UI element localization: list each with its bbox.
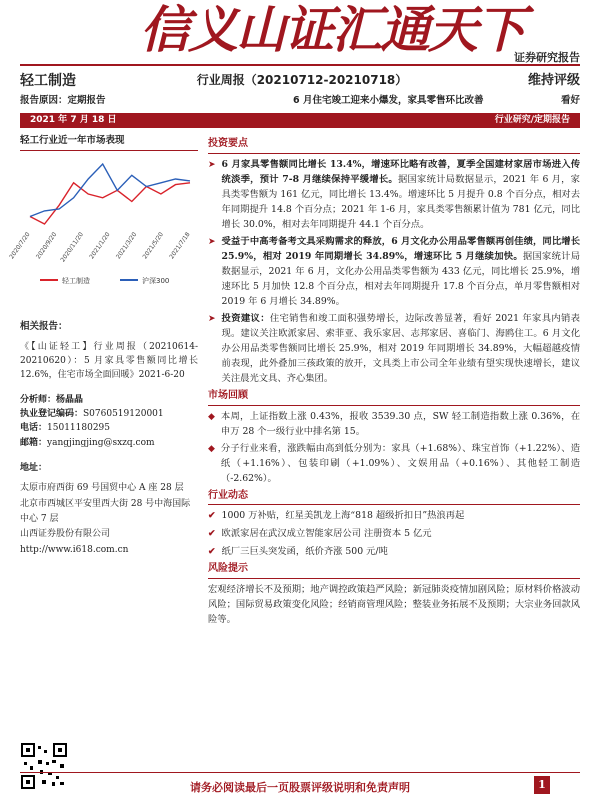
page-number: 1 — [534, 776, 550, 794]
x-tick-label: 2021/7/18 — [168, 230, 192, 261]
market-item — [208, 441, 580, 486]
section-investment-highlights: 投资要点 — [208, 137, 580, 154]
performance-chart-svg — [8, 154, 198, 294]
check-icon: ✔ — [208, 546, 216, 557]
header-subrow — [20, 94, 580, 108]
highlight-item — [208, 234, 580, 309]
legend-label: 轻工制造 — [62, 276, 90, 285]
diamond-bullet-icon: ◆ — [208, 443, 215, 454]
right-column — [208, 134, 580, 627]
diamond-bullet-icon: ◆ — [208, 411, 215, 422]
highlight-bold: 受益于中高考备考文具采购需求的释放，6 月文化办公用品零售额再创佳绩，同比增长 25.9%，相对 2019 年同期增长 34.89%，增速环比 5 月继续加快。 — [221, 235, 580, 262]
arrow-bullet-icon: ➤ — [208, 313, 216, 324]
x-tick-label: 2020/11/20 — [59, 230, 85, 264]
highlight-item — [208, 311, 580, 386]
arrow-bullet-icon: ➤ — [208, 159, 216, 170]
company-name: 山西证券股份有限公司 — [20, 529, 111, 540]
news-item — [208, 508, 580, 524]
check-icon: ✔ — [208, 511, 216, 522]
header-divider — [20, 64, 580, 66]
report-reason: 报告原因：定期报告 — [20, 95, 106, 106]
related-reports-title: 相关报告： — [20, 320, 68, 332]
x-tick-label: 2021/1/20 — [88, 230, 112, 261]
brand-logo: 信义山证汇通天下 — [140, 0, 524, 59]
date-bar — [20, 113, 580, 128]
license-label: 执业登记编码： — [20, 409, 84, 420]
industry-name: 轻工制造 — [20, 72, 76, 89]
arrow-bullet-icon: ➤ — [208, 236, 216, 247]
performance-chart — [8, 154, 198, 294]
phone-label: 电话： — [20, 423, 48, 434]
brand-subtitle: 证券研究报告 — [514, 51, 580, 64]
footer-divider — [20, 772, 580, 773]
highlight-item — [208, 157, 580, 232]
chart-title: 轻工行业近一年市场表现 — [20, 134, 198, 151]
report-headline: 6 月住宅竣工迎来小爆发，家具零售环比改善 — [293, 95, 484, 106]
address-title: 地址： — [20, 463, 48, 474]
address-taiyuan: 太原市府西街 69 号国贸中心 A 座 28 层 — [20, 483, 184, 494]
license-line — [20, 407, 198, 421]
email-label: 邮箱： — [20, 437, 48, 448]
phone-number: 15011180295 — [47, 423, 111, 434]
phone-line — [20, 421, 198, 435]
market-item — [208, 409, 580, 439]
address-beijing: 北京市西城区平安里西大街 28 号中海国际中心 7 层 — [20, 498, 191, 524]
analyst-line — [20, 393, 198, 407]
market-text: 本周，上证指数上涨 0.43%，报收 3539.30 点，SW 轻工制造指数上涨 0.36%，在申万 28 个一级行业中排名第 15。 — [220, 410, 580, 437]
left-column — [8, 134, 198, 558]
analyst-name: 杨晶晶 — [56, 394, 84, 405]
news-text: 欧派家居在武汉成立智能家居公司 注册资本 5 亿元 — [221, 528, 432, 540]
related-report-item[interactable]: 《【山证轻工】行业周报（20210614-20210620）：5 月家具零售额同比增长 12.6%，住宅市场全面回暖》2021-6-20 — [20, 341, 198, 381]
section-industry-news: 行业动态 — [208, 489, 580, 506]
x-tick-label: 2020/9/20 — [34, 230, 59, 261]
report-date: 2021 年 7 月 18 日 — [30, 114, 117, 125]
disclaimer-notice[interactable]: 请务必阅读最后一页股票评级说明和免责声明 — [190, 781, 410, 794]
news-item — [208, 526, 580, 542]
highlight-bold: 6 月家具零售额同比增长 13.4%，增速环比略有改善，夏季全国建材家居市场进入传统淡季，预计 7-8 月继续保持平缓增长。 — [221, 158, 580, 185]
email-address[interactable]: yangjingjing@sxzq.com — [47, 437, 155, 448]
highlight-text: 据国家统计局数据显示，2021 年 6 月，家具类零售额为 161 亿元，同比增长 13.4%。增速环比 5 月提升 0.8 个百分点，相对去年同期提升 14.8 个百分点；2021 年 1-6 月，家具类零售额累计值为 781 亿元，同比增长 30.0%，相对去年同期提升 44.1 个百分点。 — [221, 173, 580, 230]
market-text: 分子行业来看，涨跌幅由高到低分别为：家具（+1.68%）、珠宝首饰（+1.22%）、造纸（+1.16%）、包装印刷（+1.09%）、文娱用品（+0.16%）、其他轻工制造（-2.62%）。 — [220, 442, 580, 484]
x-tick-label: 2020/7/20 — [8, 230, 32, 261]
x-tick-label: 2021/3/20 — [114, 230, 139, 261]
news-text: 纸厂三巨头突发函，纸价齐涨 500 元/吨 — [221, 545, 388, 557]
highlight-text: 据国家统计局数据显示，2021 年 6 月，文化办公用品类零售额为 433 亿元，同比增长 25.9%，增速环比 5 月加快 12.8 个百分点，相对去年同期提升 17.8 个百分点，单月零售额相对 2019 年 6 月增长 34.89%。 — [221, 250, 580, 307]
risk-text: 宏观经济增长不及预期；地产调控政策趋严风险；新冠肺炎疫情加剧风险；原材料价格波动风险；国际贸易政策变化风险；经销商管理风险；整装业务拓展不及预期；大宗业务回款风险等。 — [208, 583, 580, 625]
company-website[interactable]: http://www.i618.com.cn — [20, 544, 129, 555]
license-number: S0760519120001 — [83, 409, 164, 420]
analyst-label: 分析师： — [20, 394, 57, 405]
x-tick-label: 2021/5/20 — [141, 230, 165, 261]
rating-value: 看好 — [560, 95, 580, 106]
email-line — [20, 436, 198, 450]
report-type: 行业周报（20210712-20210718） — [196, 73, 408, 88]
check-icon: ✔ — [208, 529, 216, 540]
section-market-review: 市场回顾 — [208, 389, 580, 406]
address-block — [20, 481, 198, 557]
highlight-text: 住宅销售和竣工面积强势增长，边际改善显著，看好 2021 年家具内销表现。建议关注欧派家居、索菲亚、我乐家居、志邦家居、喜临门、海鸥住工。6 月文化办公用品类零售额同比增长 25.9%，相对 2019 年同期增长 34.89%，大幅超越疫情前表现，此外叠加三孩政策的放开，文具类上市公司全年业绩有望实现快速增长，建议关注晨光文具、齐心集团。 — [221, 312, 580, 385]
legend-label: 沪深300 — [142, 276, 170, 285]
highlight-bold: 投资建议： — [221, 312, 270, 324]
section-risk-warning: 风险提示 — [208, 562, 580, 579]
news-item — [208, 544, 580, 560]
rating-label: 维持评级 — [527, 72, 580, 88]
news-text: 1000 万补贴，红星美凯龙上海“818 超级折扣日”热浪再起 — [221, 510, 465, 522]
header-row — [20, 70, 580, 92]
report-category: 行业研究/定期报告 — [494, 114, 570, 125]
series-line — [30, 183, 190, 224]
